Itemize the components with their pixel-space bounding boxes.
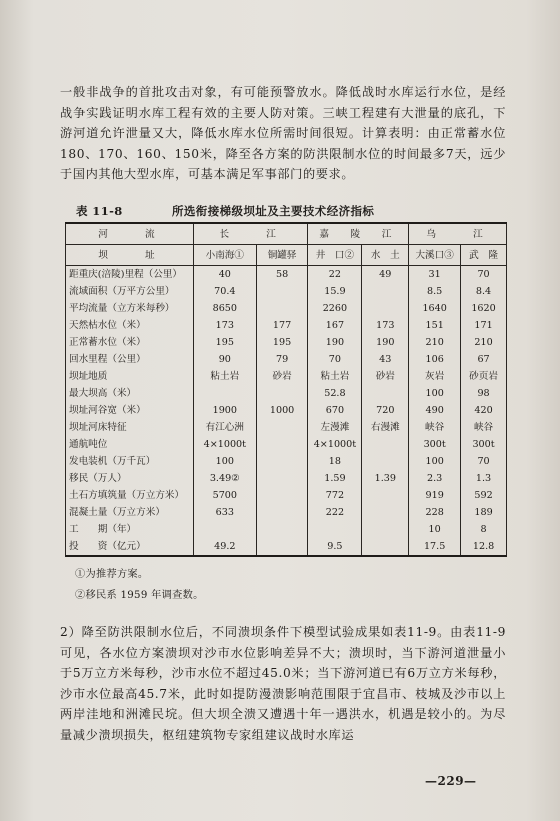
table-cell: 砂页岩 <box>461 368 507 385</box>
table-cell <box>308 521 362 538</box>
table-cell <box>256 419 308 436</box>
row-label: 正常蓄水位（米） <box>66 334 194 351</box>
table-cell: 210 <box>409 334 461 351</box>
table-cell: 90 <box>193 351 256 368</box>
site-name: 水 土 <box>362 245 409 266</box>
table-cell: 40 <box>193 266 256 284</box>
table-cell: 4×1000t <box>193 436 256 453</box>
row-label: 移民（万人） <box>66 470 194 487</box>
table-cell: 灰岩 <box>409 368 461 385</box>
table-cell: 粘土岩 <box>308 368 362 385</box>
table-cell <box>256 453 308 470</box>
table-cell: 420 <box>461 402 507 419</box>
site-name: 铜罐驿 <box>256 245 308 266</box>
row-label: 天然枯水位（米） <box>66 317 194 334</box>
table-cell: 31 <box>409 266 461 284</box>
row-label: 混凝土量（万立方米） <box>66 504 194 521</box>
table-cell: 490 <box>409 402 461 419</box>
table-cell: 173 <box>193 317 256 334</box>
table-cell: 189 <box>461 504 507 521</box>
table-cell: 190 <box>362 334 409 351</box>
table-row <box>66 266 507 284</box>
table-cell: 100 <box>409 453 461 470</box>
table-row <box>66 317 507 334</box>
table-row <box>66 351 507 368</box>
table-cell <box>256 487 308 504</box>
table-row <box>66 453 507 470</box>
table-cell: 592 <box>461 487 507 504</box>
row-label: 土石方填筑量（万立方米） <box>66 487 194 504</box>
table-cell <box>256 300 308 317</box>
table-cell: 98 <box>461 385 507 402</box>
site-name: 大溪口③ <box>409 245 461 266</box>
river-jialingjiang: 嘉 陵 江 <box>308 223 409 245</box>
table-cell <box>193 521 256 538</box>
table-cell: 633 <box>193 504 256 521</box>
header-row-sites <box>66 245 507 266</box>
table-cell: 919 <box>409 487 461 504</box>
table-cell: 1900 <box>193 402 256 419</box>
dam-site-table <box>65 222 507 557</box>
table-cell: 167 <box>308 317 362 334</box>
table-cell <box>362 453 409 470</box>
table-cell: 1.39 <box>362 470 409 487</box>
table-cell <box>256 436 308 453</box>
table-row <box>66 283 507 300</box>
table-row <box>66 419 507 436</box>
table-cell <box>256 504 308 521</box>
table-cell: 左漫滩 <box>308 419 362 436</box>
table-cell: 772 <box>308 487 362 504</box>
table-cell: 190 <box>308 334 362 351</box>
row-label: 距重庆(涪陵)里程（公里） <box>66 266 194 284</box>
table-number: 表 11-8 <box>76 204 123 218</box>
table-cell: 8.4 <box>461 283 507 300</box>
table-cell <box>362 538 409 556</box>
table-cell: 173 <box>362 317 409 334</box>
table-cell: 1620 <box>461 300 507 317</box>
header-site-label: 坝 址 <box>66 245 194 266</box>
table-cell: 峡谷 <box>461 419 507 436</box>
table-cell <box>256 521 308 538</box>
table-row <box>66 538 507 556</box>
table-cell: 粘土岩 <box>193 368 256 385</box>
table-cell: 151 <box>409 317 461 334</box>
table-cell: 15.9 <box>308 283 362 300</box>
table-title: 所选衔接梯级坝址及主要技术经济指标 <box>172 204 375 218</box>
table-cell: 222 <box>308 504 362 521</box>
table-cell: 70.4 <box>193 283 256 300</box>
table-cell: 49.2 <box>193 538 256 556</box>
table-cell: 3.49② <box>193 470 256 487</box>
river-wujiang: 乌 江 <box>409 223 507 245</box>
table-cell: 1640 <box>409 300 461 317</box>
table-cell: 79 <box>256 351 308 368</box>
table-note: ①为推荐方案。 <box>75 569 149 580</box>
table-cell: 195 <box>193 334 256 351</box>
table-cell: 171 <box>461 317 507 334</box>
table-cell: 12.8 <box>461 538 507 556</box>
table-cell: 106 <box>409 351 461 368</box>
table-cell: 17.5 <box>409 538 461 556</box>
table-cell <box>362 283 409 300</box>
table-cell <box>256 283 308 300</box>
table-cell: 1000 <box>256 402 308 419</box>
table-cell: 720 <box>362 402 409 419</box>
row-label: 通航吨位 <box>66 436 194 453</box>
table-row <box>66 521 507 538</box>
table-cell: 2260 <box>308 300 362 317</box>
table-cell: 670 <box>308 402 362 419</box>
table-cell: 峡谷 <box>409 419 461 436</box>
table-cell <box>256 538 308 556</box>
table-cell: 8650 <box>193 300 256 317</box>
table-cell: 100 <box>193 453 256 470</box>
page-number: —229— <box>425 774 477 788</box>
row-label: 坝址地质 <box>66 368 194 385</box>
table-cell: 9.5 <box>308 538 362 556</box>
site-name: 武 隆 <box>461 245 507 266</box>
table-cell: 砂岩 <box>362 368 409 385</box>
table-cell: 100 <box>409 385 461 402</box>
row-label: 发电装机（万千瓦） <box>66 453 194 470</box>
table-row <box>66 402 507 419</box>
table-row <box>66 436 507 453</box>
table-cell <box>362 436 409 453</box>
table-cell <box>193 385 256 402</box>
table-cell <box>256 470 308 487</box>
table-cell: 70 <box>461 453 507 470</box>
table-cell: 4×1000t <box>308 436 362 453</box>
table-cell: 43 <box>362 351 409 368</box>
table-row <box>66 487 507 504</box>
row-label: 回水里程（公里） <box>66 351 194 368</box>
table-row <box>66 300 507 317</box>
table-cell: 砂岩 <box>256 368 308 385</box>
site-name: 小南海① <box>193 245 256 266</box>
table-cell: 5700 <box>193 487 256 504</box>
table-cell: 49 <box>362 266 409 284</box>
table-cell: 210 <box>461 334 507 351</box>
table-cell: 10 <box>409 521 461 538</box>
table-cell <box>362 504 409 521</box>
table-cell <box>362 385 409 402</box>
table-cell: 8 <box>461 521 507 538</box>
table-cell: 右漫滩 <box>362 419 409 436</box>
table-cell: 67 <box>461 351 507 368</box>
table-cell <box>362 521 409 538</box>
table-cell <box>256 385 308 402</box>
table-cell <box>362 300 409 317</box>
table-cell: 8.5 <box>409 283 461 300</box>
row-label: 投 资（亿元） <box>66 538 194 556</box>
intro-paragraph: 一般非战争的首批攻击对象，有可能预警放水。降低战时水库运行水位，是经战争实践证明水库工程有效的主要人防对策。三峡工程建有大泄量的底孔，下游河道允许泄量又大，降低水库水位所需时间很短。计算表明：由正常蓄水位180、170、160、150米，降至各方案的防洪限制水位的时间最多7天，远少于国内其他大型水库，可基本满足军事部门的要求。 <box>60 85 506 182</box>
site-name: 井 口② <box>308 245 362 266</box>
row-label: 坝址河床特征 <box>66 419 194 436</box>
table-cell: 18 <box>308 453 362 470</box>
row-label: 工 期（年） <box>66 521 194 538</box>
table-row <box>66 504 507 521</box>
row-label: 坝址河谷宽（米） <box>66 402 194 419</box>
header-row-rivers <box>66 223 507 245</box>
table-cell: 300t <box>409 436 461 453</box>
table-row <box>66 385 507 402</box>
second-paragraph: 2）降至防洪限制水位后，不同溃坝条件下模型试验成果如表11-9。由表11-9可见，各水位方案溃坝对沙市水位影响差异不大；溃坝时，当下游河道泄量小于5万立方米每秒，沙市水位不超过45.0米；当下游河道已有6万立方米每秒，沙市水位最高45.7米，此时如提防漫溃影响范围限于宜昌市、枝城及沙市以上两岸洼地和洲滩民垸。但大坝全溃又遭遇十年一遇洪水，机遇是较小的。为尽量减少溃坝损失，枢纽建筑物专家组建议战时水库运 <box>60 625 506 742</box>
table-note: ②移民系 1959 年调查数。 <box>75 590 204 601</box>
header-river-label: 河 流 <box>66 223 194 245</box>
table-cell: 2.3 <box>409 470 461 487</box>
river-changjiang: 长 江 <box>193 223 308 245</box>
table-cell: 228 <box>409 504 461 521</box>
table-cell: 58 <box>256 266 308 284</box>
table-cell: 52.8 <box>308 385 362 402</box>
row-label: 平均流量（立方米每秒） <box>66 300 194 317</box>
table-cell: 70 <box>461 266 507 284</box>
table-cell: 有江心洲 <box>193 419 256 436</box>
table-cell: 195 <box>256 334 308 351</box>
table-row <box>66 334 507 351</box>
table-cell: 177 <box>256 317 308 334</box>
table-cell <box>362 487 409 504</box>
table-cell: 22 <box>308 266 362 284</box>
table-row <box>66 368 507 385</box>
row-label: 流域面积（万平方公里） <box>66 283 194 300</box>
table-cell: 70 <box>308 351 362 368</box>
table-row <box>66 470 507 487</box>
table-cell: 300t <box>461 436 507 453</box>
table-cell: 1.59 <box>308 470 362 487</box>
table-body <box>66 266 507 557</box>
row-label: 最大坝高（米） <box>66 385 194 402</box>
table-cell: 1.3 <box>461 470 507 487</box>
